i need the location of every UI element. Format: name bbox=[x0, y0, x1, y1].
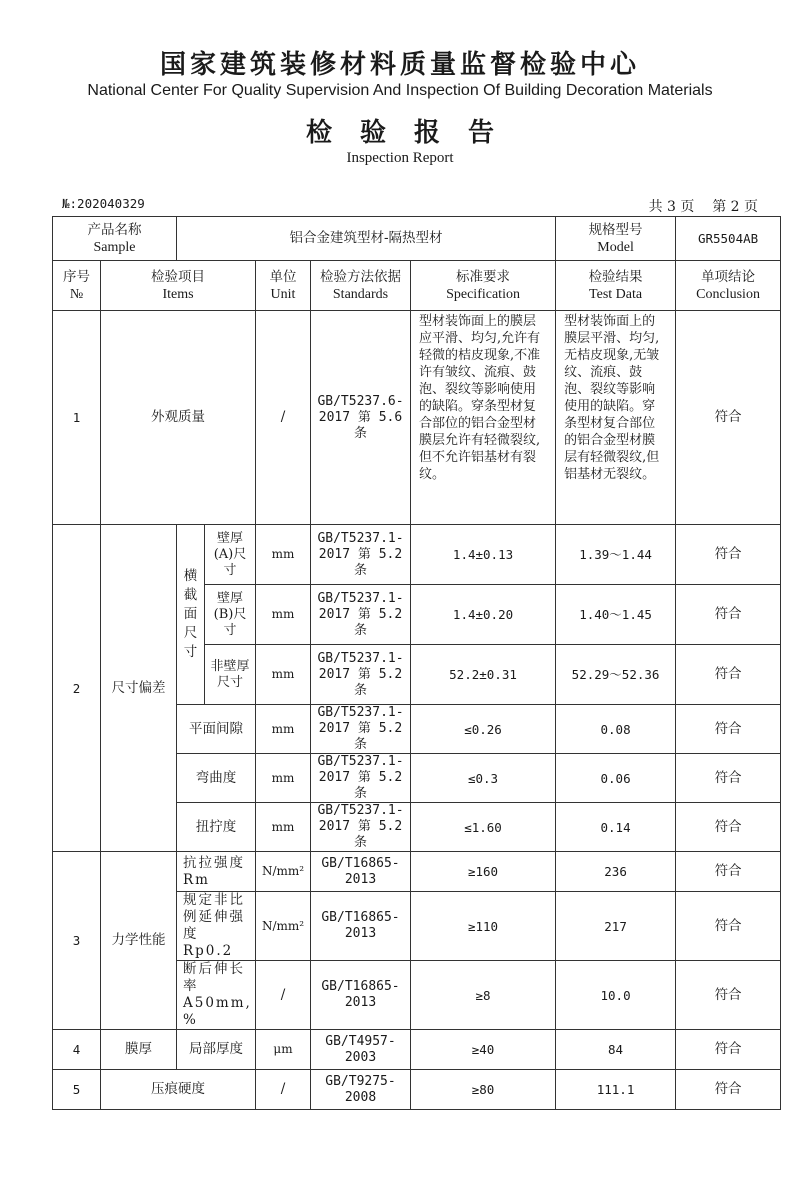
col-no-en: № bbox=[69, 286, 84, 302]
row-subitem bbox=[177, 961, 256, 1030]
sample-label-cn: 产品名称 bbox=[87, 221, 142, 238]
row-standard bbox=[311, 311, 411, 525]
col-spec-cn: 标准要求 bbox=[456, 268, 511, 285]
row-standard-text: GB/T5237.1-2017 第 5.2 条 bbox=[317, 650, 404, 698]
model-label bbox=[556, 217, 676, 261]
table-row bbox=[53, 525, 781, 585]
row-data: 0.14 bbox=[556, 803, 676, 852]
col-no bbox=[53, 261, 101, 311]
report-number: №:202040329 bbox=[62, 196, 145, 211]
row-unit: mm bbox=[256, 585, 311, 645]
col-unit-cn: 单位 bbox=[269, 268, 297, 285]
row-conclusion: 符合 bbox=[676, 1070, 781, 1110]
row-data: 52.29～52.36 bbox=[556, 645, 676, 705]
model-value: GR5504AB bbox=[676, 217, 781, 261]
row-group bbox=[177, 525, 205, 705]
row-standard-text: GB/T16865-2013 bbox=[321, 855, 400, 887]
org-name-cn: 国家建筑装修材料质量监督检验中心 bbox=[159, 50, 640, 80]
row-subitem bbox=[205, 525, 256, 585]
row-spec: ≥40 bbox=[411, 1030, 556, 1070]
row-standard-text: GB/T16865-2013 bbox=[321, 910, 400, 941]
row-subitem bbox=[205, 585, 256, 645]
row-subitem: 扭拧度 bbox=[177, 803, 256, 852]
row-unit: N/mm² bbox=[256, 892, 311, 961]
row-subitem-text: 断后伸长率 A50mm, % bbox=[183, 961, 252, 1028]
row-spec: ≥8 bbox=[411, 961, 556, 1030]
row-subitem-text: 抗拉强度 Rm bbox=[183, 854, 245, 888]
row-item: 压痕硬度 bbox=[101, 1070, 256, 1110]
row-standard bbox=[311, 645, 411, 705]
model-label-en: Model bbox=[597, 239, 634, 255]
row-subitem-text: 壁厚(B)尺寸 bbox=[213, 590, 247, 638]
row-spec: 52.2±0.31 bbox=[411, 645, 556, 705]
row-data: 84 bbox=[556, 1030, 676, 1070]
row-standard bbox=[311, 1030, 411, 1070]
row-conclusion: 符合 bbox=[676, 705, 781, 754]
row-spec: 1.4±0.20 bbox=[411, 585, 556, 645]
row-subitem: 局部厚度 bbox=[177, 1030, 256, 1070]
sample-value: 铝合金建筑型材-隔热型材 bbox=[177, 217, 556, 261]
col-items bbox=[101, 261, 256, 311]
row-standard-text: GB/T5237.1-2017 第 5.2 条 bbox=[317, 530, 404, 578]
row-item: 膜厚 bbox=[101, 1030, 177, 1070]
table-row bbox=[53, 1030, 781, 1070]
col-spec bbox=[411, 261, 556, 311]
row-data: 236 bbox=[556, 852, 676, 892]
row-unit: mm bbox=[256, 645, 311, 705]
row-standard bbox=[311, 803, 411, 852]
row-conclusion: 符合 bbox=[676, 754, 781, 803]
row-subitem-text: 壁厚(A)尺寸 bbox=[213, 530, 247, 578]
total-pages: 共 3 页 bbox=[648, 199, 695, 215]
row-unit: mm bbox=[256, 705, 311, 754]
row-item: 尺寸偏差 bbox=[101, 525, 177, 852]
col-data bbox=[556, 261, 676, 311]
row-subitem bbox=[177, 892, 256, 961]
row-standard-text: GB/T5237.6-2017 第 5.6 条 bbox=[317, 393, 404, 441]
row-no: 2 bbox=[53, 525, 101, 852]
row-spec: ≥80 bbox=[411, 1070, 556, 1110]
row-subitem-text: 非壁厚尺寸 bbox=[210, 658, 250, 690]
col-conclusion-en: Conclusion bbox=[696, 286, 760, 302]
col-conclusion-cn: 单项结论 bbox=[701, 268, 756, 285]
row-unit: / bbox=[256, 961, 311, 1030]
row-data: 1.40～1.45 bbox=[556, 585, 676, 645]
row-unit: mm bbox=[256, 754, 311, 803]
row-data: 10.0 bbox=[556, 961, 676, 1030]
row-standard-text: GB/T9275-2008 bbox=[325, 1073, 396, 1105]
report-title-en: Inspection Report bbox=[346, 150, 454, 166]
row-unit: μm bbox=[256, 1030, 311, 1070]
row-data: 1.39～1.44 bbox=[556, 525, 676, 585]
row-standard-text: GB/T5237.1-2017 第 5.2 条 bbox=[317, 803, 404, 850]
table-row bbox=[53, 1070, 781, 1110]
col-conclusion bbox=[676, 261, 781, 311]
sample-label-en: Sample bbox=[93, 239, 136, 255]
row-spec: 型材装饰面上的膜层应平滑、均匀,允许有轻微的桔皮现象,不准许有皱纹、流痕、鼓泡、裂纹等影响使用的缺陷。穿条型材复合部位的铝合金型材膜层允许有轻微裂纹,但不允许铝基材有裂纹。 bbox=[411, 311, 556, 525]
page-indicator bbox=[649, 196, 758, 216]
row-conclusion: 符合 bbox=[676, 645, 781, 705]
org-name-en: National Center For Quality Supervision And Inspection Of Building Decoration Materials bbox=[87, 82, 713, 99]
col-standards bbox=[311, 261, 411, 311]
row-no: 3 bbox=[53, 852, 101, 1030]
row-conclusion: 符合 bbox=[676, 1030, 781, 1070]
row-standard-text: GB/T5237.1-2017 第 5.2 条 bbox=[317, 705, 404, 752]
page-number: 第 2 页 bbox=[712, 199, 758, 215]
row-unit: / bbox=[256, 1070, 311, 1110]
row-unit: mm bbox=[256, 525, 311, 585]
row-standard-text: GB/T4957-2003 bbox=[325, 1033, 396, 1065]
row-unit: / bbox=[256, 311, 311, 525]
row-standard bbox=[311, 892, 411, 961]
row-no: 5 bbox=[53, 1070, 101, 1110]
row-subitem bbox=[177, 852, 256, 892]
row-standard-text: GB/T16865-2013 bbox=[321, 979, 400, 1010]
sample-row bbox=[53, 217, 781, 261]
row-spec: ≥160 bbox=[411, 852, 556, 892]
row-spec: 1.4±0.13 bbox=[411, 525, 556, 585]
row-conclusion: 符合 bbox=[676, 852, 781, 892]
col-no-cn: 序号 bbox=[63, 268, 90, 285]
col-items-en: Items bbox=[162, 286, 194, 302]
row-conclusion: 符合 bbox=[676, 311, 781, 525]
row-standard-text: GB/T5237.1-2017 第 5.2 条 bbox=[317, 590, 404, 638]
table-row bbox=[53, 852, 781, 892]
row-conclusion: 符合 bbox=[676, 892, 781, 961]
row-subitem bbox=[205, 645, 256, 705]
row-data: 型材装饰面上的膜层平滑、均匀,无桔皮现象,无皱纹、流痕、鼓泡、裂纹等影响使用的缺陷。穿条型材复合部位的铝合金型材膜层有轻微裂纹,但铝基材无裂纹。 bbox=[556, 311, 676, 525]
row-conclusion: 符合 bbox=[676, 525, 781, 585]
row-subitem-text: 规定非比例延伸强度 Rp0.2 bbox=[183, 892, 245, 959]
row-spec: ≤0.26 bbox=[411, 705, 556, 754]
col-items-cn: 检验项目 bbox=[151, 268, 205, 285]
sample-label bbox=[53, 217, 177, 261]
row-standard bbox=[311, 754, 411, 803]
row-subitem: 弯曲度 bbox=[177, 754, 256, 803]
row-standard-text: GB/T5237.1-2017 第 5.2 条 bbox=[317, 754, 404, 801]
row-item: 外观质量 bbox=[101, 311, 256, 525]
row-standard bbox=[311, 525, 411, 585]
row-conclusion: 符合 bbox=[676, 585, 781, 645]
row-spec: ≥110 bbox=[411, 892, 556, 961]
row-unit: N/mm² bbox=[256, 852, 311, 892]
table-row bbox=[53, 311, 781, 525]
row-group-text: 横截面尺寸 bbox=[183, 568, 198, 660]
row-subitem: 平面间隙 bbox=[177, 705, 256, 754]
row-spec: ≤1.60 bbox=[411, 803, 556, 852]
row-data: 0.06 bbox=[556, 754, 676, 803]
model-label-cn: 规格型号 bbox=[588, 221, 643, 238]
row-standard bbox=[311, 705, 411, 754]
report-title-cn: 检验报告 bbox=[305, 118, 522, 148]
column-header-row bbox=[53, 261, 781, 311]
row-item: 力学性能 bbox=[101, 852, 177, 1030]
row-data: 111.1 bbox=[556, 1070, 676, 1110]
row-standard bbox=[311, 585, 411, 645]
col-data-cn: 检验结果 bbox=[588, 268, 643, 285]
col-spec-en: Specification bbox=[446, 286, 520, 302]
col-unit-en: Unit bbox=[270, 286, 296, 302]
row-data: 0.08 bbox=[556, 705, 676, 754]
row-unit: mm bbox=[256, 803, 311, 852]
col-standards-en: Standards bbox=[332, 286, 389, 302]
row-standard bbox=[311, 852, 411, 892]
row-data: 217 bbox=[556, 892, 676, 961]
col-unit bbox=[256, 261, 311, 311]
row-no: 1 bbox=[53, 311, 101, 525]
inspection-table bbox=[52, 216, 781, 1110]
row-spec: ≤0.3 bbox=[411, 754, 556, 803]
row-conclusion: 符合 bbox=[676, 961, 781, 1030]
row-standard bbox=[311, 1070, 411, 1110]
row-conclusion: 符合 bbox=[676, 803, 781, 852]
row-no: 4 bbox=[53, 1030, 101, 1070]
col-standards-cn: 检验方法依据 bbox=[320, 268, 401, 285]
col-data-en: Test Data bbox=[589, 286, 643, 302]
row-standard bbox=[311, 961, 411, 1030]
